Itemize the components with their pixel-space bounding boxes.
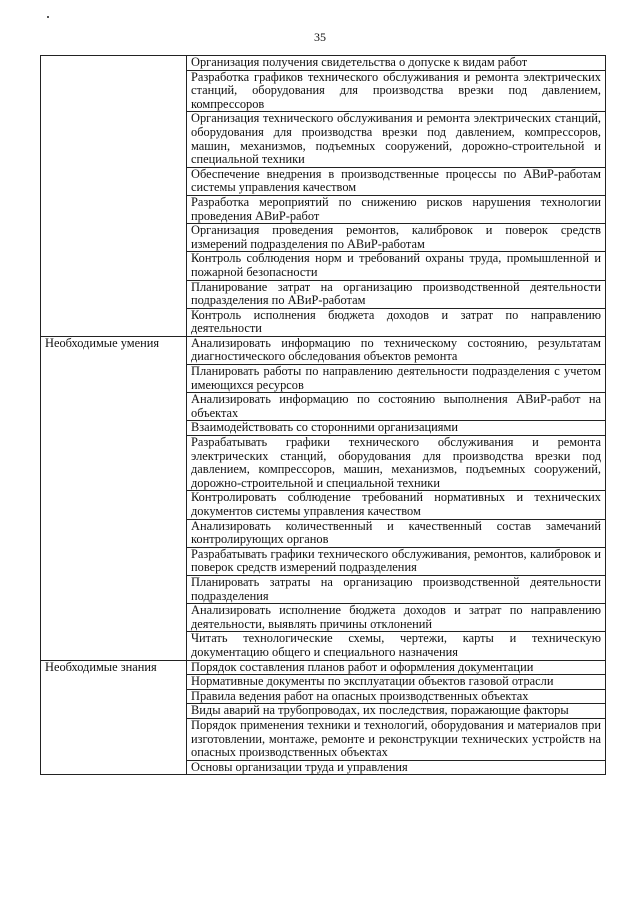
table-cell: Контроль исполнения бюджета доходов и затрат по направлению деятельности xyxy=(187,308,606,336)
table-cell: Организация получения свидетельства о допуске к видам работ xyxy=(187,56,606,71)
table-cell: Анализировать информацию по техническому состоянию, результатам диагностического обследования объектов ремонта xyxy=(187,336,606,364)
table-cell: Планирование затрат на организацию производственной деятельности подразделения по АВиР-работам xyxy=(187,280,606,308)
table-cell: Разработка мероприятий по снижению рисков нарушения технологии проведения АВиР-работ xyxy=(187,195,606,223)
table-cell: Анализировать исполнение бюджета доходов и затрат по направлению деятельности, выявлять причины отклонений xyxy=(187,604,606,632)
table-cell: Планировать работы по направлению деятельности подразделения с учетом имеющихся ресурсов xyxy=(187,365,606,393)
requirements-table xyxy=(40,55,606,775)
table-cell: Организация технического обслуживания и ремонта электрических станций, оборудования для производства врезки под давлением, компрессоров, машин, механизмов, подъемных сооружений, дорожно-строительной и специальной техники xyxy=(187,112,606,167)
table-cell: Контролировать соблюдение требований нормативных и технических документов системы управления качеством xyxy=(187,491,606,519)
table-cell: Читать технологические схемы, чертежи, карты и техническую документацию общего и специального назначения xyxy=(187,632,606,660)
page-number: 35 xyxy=(314,30,326,44)
table-cell: Виды аварий на трубопроводах, их последствия, поражающие факторы xyxy=(187,704,606,719)
table-cell: Разработка графиков технического обслуживания и ремонта электрических станций, оборудования для производства врезки под давлением, компрессоров xyxy=(187,70,606,112)
table-cell: Правила ведения работ на опасных производственных объектах xyxy=(187,689,606,704)
table-cell: Анализировать информацию по состоянию выполнения АВиР-работ на объектах xyxy=(187,393,606,421)
table-cell: Порядок применения техники и технологий, оборудования и материалов при изготовлении, монтаже, ремонте и реконструкции технических устройств на опасных производственных объектах xyxy=(187,718,606,760)
table-cell: Взаимодействовать со сторонними организациями xyxy=(187,421,606,436)
table-row xyxy=(41,660,606,675)
table-cell: Организация проведения ремонтов, калибровок и поверок средств измерений подразделения по АВиР-работам xyxy=(187,224,606,252)
table-cell: Разрабатывать графики технического обслуживания, ремонтов, калибровок и поверок средств измерений подразделения xyxy=(187,547,606,575)
table-row xyxy=(41,56,606,71)
table-cell: Обеспечение внедрения в производственные процессы по АВиР-работам системы управления качеством xyxy=(187,167,606,195)
table-cell: Нормативные документы по эксплуатации объектов газовой отрасли xyxy=(187,675,606,690)
table-row xyxy=(41,336,606,364)
table-cell: Анализировать количественный и качественный состав замечаний контролирующих органов xyxy=(187,519,606,547)
table-cell: Разрабатывать графики технического обслуживания и ремонта электрических станций, оборудования для производства врезки под давлением, компрессоров, машин, механизмов, подъемных сооружений, дорожно-строительной и специальной техники xyxy=(187,436,606,491)
table-cell: Порядок составления планов работ и оформления документации xyxy=(187,660,606,675)
table-cell: Планировать затраты на организацию производственной деятельности подразделения xyxy=(187,575,606,603)
scan-speck xyxy=(47,16,49,18)
group-label: Необходимые умения xyxy=(41,336,187,660)
group-label xyxy=(41,56,187,337)
requirements-table-body xyxy=(41,56,606,775)
group-label: Необходимые знания xyxy=(41,660,187,775)
table-cell: Основы организации труда и управления xyxy=(187,760,606,775)
table-cell: Контроль соблюдения норм и требований охраны труда, промышленной и пожарной безопасности xyxy=(187,252,606,280)
